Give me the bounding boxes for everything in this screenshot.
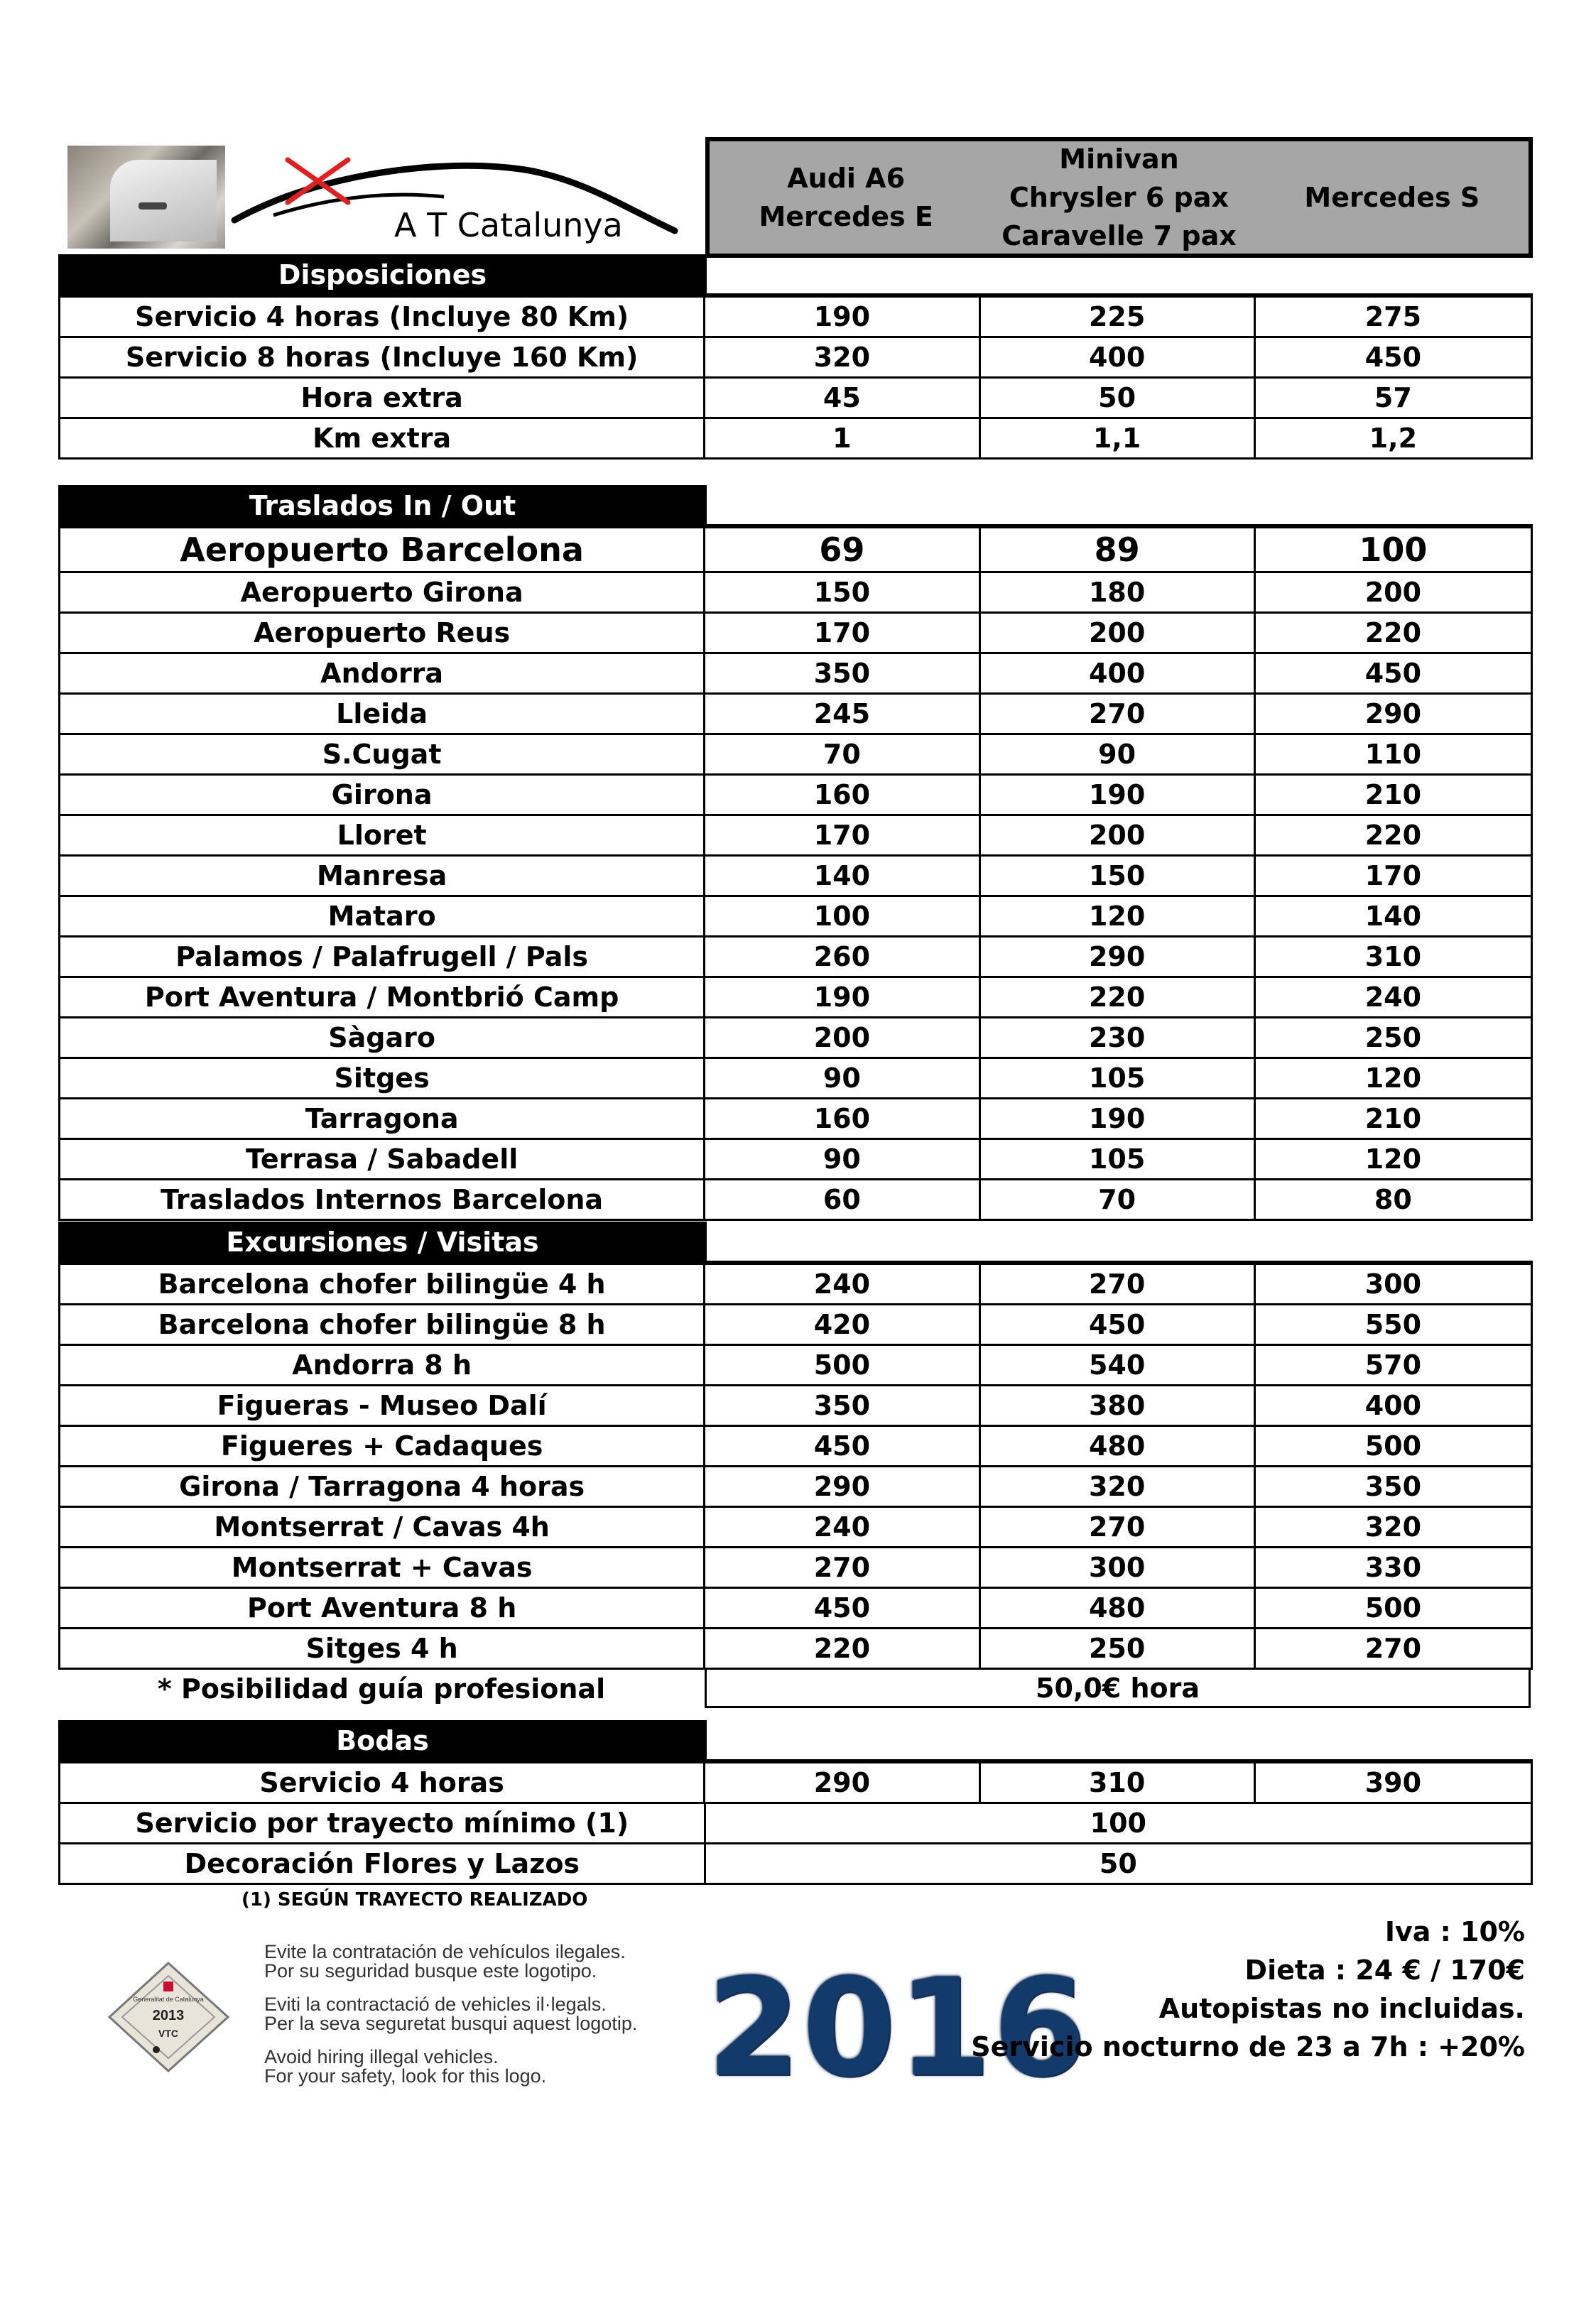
- row-price: 320: [1364, 1511, 1422, 1543]
- span-row: [58, 1804, 1533, 1844]
- row-price: 400: [981, 338, 1256, 376]
- row-label: Sitges 4 h: [60, 1629, 705, 1668]
- table-row: [58, 1059, 1533, 1099]
- row-label: Andorra: [60, 654, 705, 692]
- row-price: 120: [1364, 1062, 1422, 1094]
- row-price: 190: [981, 776, 1256, 814]
- note-iva: Iva : 10%: [1384, 1916, 1525, 1947]
- row-price: 1,1: [981, 419, 1256, 457]
- table-row: [58, 419, 1533, 460]
- row-label: Montserrat + Cavas: [60, 1548, 705, 1587]
- table-row: [58, 654, 1533, 695]
- table-row: [58, 937, 1533, 978]
- row-price: 200: [981, 614, 1256, 652]
- row-price: 420: [705, 1305, 980, 1344]
- column-mercedes-s: Mercedes S: [1304, 182, 1480, 213]
- row-label: Palamos / Palafrugell / Pals: [60, 937, 705, 976]
- row-price: 290: [705, 1467, 980, 1506]
- row-price: 80: [1374, 1184, 1412, 1215]
- row-label: Aeropuerto Reus: [60, 614, 705, 652]
- row-price: 45: [705, 379, 980, 417]
- year-label: 2016: [707, 1950, 1088, 2107]
- row-price: 190: [705, 298, 980, 336]
- row-price: 200: [705, 1018, 980, 1057]
- row-price: 480: [981, 1427, 1256, 1465]
- section-header: [58, 485, 1533, 526]
- row-price: 400: [981, 654, 1256, 692]
- section-title: Excursiones / Visitas: [58, 1222, 707, 1263]
- row-price: 1,2: [1369, 423, 1418, 454]
- footnote: (1) SEGÚN TRAYECTO REALIZADO: [241, 1889, 588, 1910]
- row-price: 450: [1364, 342, 1422, 373]
- row-price: 350: [705, 1386, 980, 1425]
- row-label: S.Cugat: [60, 735, 705, 773]
- row-price: 1: [705, 419, 980, 457]
- row-price: 350: [1364, 1471, 1422, 1502]
- row-label: Barcelona chofer bilingüe 8 h: [60, 1305, 705, 1344]
- table-row: [58, 1099, 1533, 1140]
- row-label: Decoración Flores y Lazos: [60, 1844, 706, 1883]
- row-price: 300: [1364, 1268, 1422, 1300]
- row-price: 400: [1364, 1390, 1422, 1421]
- section-traslados: [58, 485, 1533, 1221]
- row-price: 570: [1364, 1349, 1422, 1381]
- price-rows: [58, 1761, 1533, 1804]
- table-row: [58, 573, 1533, 614]
- row-price: 250: [1364, 1022, 1422, 1053]
- row-price: 270: [981, 1265, 1256, 1303]
- row-price: 70: [981, 1180, 1256, 1219]
- table-row: [58, 816, 1533, 857]
- row-price: 105: [981, 1059, 1256, 1097]
- table-row: [58, 338, 1533, 379]
- row-price: 220: [1364, 820, 1422, 851]
- row-label: Sàgaro: [60, 1018, 705, 1057]
- table-row: [58, 776, 1533, 816]
- row-price: 320: [981, 1467, 1256, 1506]
- row-label: Figueras - Museo Dalí: [60, 1386, 705, 1425]
- row-price: 150: [981, 857, 1256, 895]
- row-price: 89: [981, 528, 1256, 571]
- car-door-photo: [67, 146, 225, 249]
- vehicle-column-header: [705, 137, 1533, 258]
- table-row: [58, 978, 1533, 1018]
- row-label: Aeropuerto Girona: [60, 573, 705, 611]
- table-row: [58, 1263, 1533, 1305]
- section-header: [58, 1720, 1533, 1761]
- row-price: 220: [705, 1629, 980, 1668]
- row-price: 140: [705, 857, 980, 895]
- row-price: 540: [981, 1346, 1256, 1384]
- row-price: 60: [705, 1180, 980, 1219]
- row-price: 170: [705, 816, 980, 854]
- row-label: Port Aventura / Montbrió Camp: [60, 978, 705, 1016]
- section-title: Disposiciones: [58, 254, 707, 295]
- row-price: 110: [1364, 739, 1422, 770]
- price-rows: [58, 295, 1533, 460]
- brand-logo: [231, 153, 678, 252]
- row-price: 160: [705, 1099, 980, 1138]
- row-price: 170: [705, 614, 980, 652]
- row-label: Port Aventura 8 h: [60, 1589, 705, 1627]
- row-price: 100: [1359, 531, 1428, 569]
- section-excursiones: [58, 1222, 1533, 1708]
- row-price: 330: [1364, 1552, 1422, 1583]
- row-price: 100: [705, 897, 980, 935]
- row-price: 500: [705, 1346, 980, 1384]
- table-row: [58, 1761, 1533, 1804]
- badge-code: VTC: [158, 2028, 178, 2039]
- badge-top: Generalitat de Catalunya: [133, 1996, 204, 2003]
- table-row: [58, 614, 1533, 654]
- note-dieta: Dieta : 24 € / 170€: [1244, 1955, 1525, 1986]
- row-price: 190: [981, 1099, 1256, 1138]
- row-price: 270: [981, 695, 1256, 733]
- brand-name: A T Catalunya: [394, 206, 623, 244]
- row-price: 220: [1364, 617, 1422, 648]
- row-price: 120: [981, 897, 1256, 935]
- badge-year: 2013: [152, 2008, 185, 2023]
- table-row: [58, 1386, 1533, 1427]
- row-label: Barcelona chofer bilingüe 4 h: [60, 1265, 705, 1303]
- section-title: Traslados In / Out: [58, 485, 707, 526]
- row-price: 500: [1364, 1592, 1422, 1624]
- table-row: [58, 857, 1533, 897]
- row-price: 70: [705, 735, 980, 773]
- row-label: Servicio por trayecto mínimo (1): [60, 1804, 706, 1842]
- row-price: 450: [705, 1427, 980, 1465]
- row-price: 100: [1090, 1808, 1146, 1839]
- table-row: [58, 1140, 1533, 1180]
- table-row: [58, 379, 1533, 419]
- row-price: 230: [981, 1018, 1256, 1057]
- row-label: Servicio 4 horas (Incluye 80 Km): [60, 298, 705, 336]
- guide-label: * Posibilidad guía profesional: [157, 1673, 606, 1705]
- note-autopistas: Autopistas no incluidas.: [1158, 1993, 1525, 2024]
- row-price: 290: [705, 1763, 980, 1802]
- row-price: 350: [705, 654, 980, 692]
- table-row: [58, 526, 1533, 573]
- row-price: 300: [981, 1548, 1256, 1587]
- section-header: [58, 1222, 1533, 1263]
- row-price: 180: [981, 573, 1256, 611]
- row-price: 500: [1364, 1430, 1422, 1462]
- row-price: 69: [705, 528, 980, 571]
- row-price: 210: [1364, 1103, 1422, 1134]
- row-label: Terrasa / Sabadell: [60, 1140, 705, 1178]
- row-price: 250: [981, 1629, 1256, 1668]
- row-price: 170: [1364, 860, 1422, 891]
- row-price: 310: [981, 1763, 1256, 1802]
- row-label: Traslados Internos Barcelona: [60, 1180, 705, 1219]
- row-label: Lleida: [60, 695, 705, 733]
- row-price: 50: [1099, 1848, 1137, 1879]
- table-row: [58, 1589, 1533, 1629]
- row-price: 200: [981, 816, 1256, 854]
- price-rows: [58, 526, 1533, 1221]
- vtc-warning-text: Evite la contratación de vehículos ilegales. Por su seguridad busque este logotipo. Eviti la contractació de vehicles il·legals. Per la seva seguretat busqui aquest logotip. Avoid hiring illegal vehicles. For your safety, look for this logo.: [264, 1941, 638, 2087]
- row-price: 160: [705, 776, 980, 814]
- row-label: Girona / Tarragona 4 horas: [60, 1467, 705, 1506]
- row-label: Figueres + Cadaques: [60, 1427, 705, 1465]
- row-label: Lloret: [60, 816, 705, 854]
- row-label: Sitges: [60, 1059, 705, 1097]
- row-label: Hora extra: [60, 379, 705, 417]
- section-bodas: [58, 1720, 1533, 1885]
- pricing-notes: [971, 1913, 1525, 2066]
- row-price: 290: [981, 937, 1256, 976]
- row-price: 225: [981, 298, 1256, 336]
- row-price: 380: [981, 1386, 1256, 1425]
- row-label: Tarragona: [60, 1099, 705, 1138]
- row-price: 57: [1374, 382, 1412, 413]
- row-label: Manresa: [60, 857, 705, 895]
- row-price: 450: [705, 1589, 980, 1627]
- row-price: 140: [1364, 901, 1422, 932]
- row-price: 550: [1364, 1309, 1422, 1340]
- row-price: 105: [981, 1140, 1256, 1178]
- row-price: 275: [1364, 301, 1422, 332]
- row-price: 90: [705, 1059, 980, 1097]
- row-price: 90: [705, 1140, 980, 1178]
- row-price: 240: [705, 1508, 980, 1546]
- row-price: 245: [705, 695, 980, 733]
- table-row: [58, 295, 1533, 338]
- car-door-shape: [110, 160, 217, 241]
- span-row: [58, 1844, 1533, 1885]
- row-price: 240: [1364, 982, 1422, 1013]
- table-row: [58, 1467, 1533, 1508]
- guide-price: 50,0€ hora: [705, 1670, 1531, 1708]
- row-price: 450: [981, 1305, 1256, 1344]
- row-price: 450: [1364, 658, 1422, 689]
- table-row: [58, 735, 1533, 776]
- row-price: 260: [705, 937, 980, 976]
- note-nocturno: Servicio nocturno de 23 a 7h : +20%: [971, 2031, 1525, 2062]
- table-row: [58, 1180, 1533, 1221]
- row-label: Montserrat / Cavas 4h: [60, 1508, 705, 1546]
- row-price: 50: [981, 379, 1256, 417]
- row-price: 190: [705, 978, 980, 1016]
- section-disposiciones: [58, 254, 1533, 460]
- table-row: [58, 1346, 1533, 1386]
- door-handle-shape: [139, 202, 167, 210]
- table-row: [58, 695, 1533, 735]
- row-price: 480: [981, 1589, 1256, 1627]
- row-label: Km extra: [60, 419, 705, 457]
- section-title: Bodas: [58, 1720, 707, 1761]
- row-price: 200: [1364, 577, 1422, 608]
- row-price: 210: [1364, 779, 1422, 810]
- row-label: Aeropuerto Barcelona: [60, 528, 705, 571]
- row-label: Servicio 4 horas: [60, 1763, 705, 1802]
- row-price: 320: [705, 338, 980, 376]
- table-row: [58, 1427, 1533, 1467]
- row-price: 390: [1364, 1767, 1422, 1798]
- table-row: [58, 1508, 1533, 1548]
- row-price: 270: [981, 1508, 1256, 1546]
- row-price: 240: [705, 1265, 980, 1303]
- row-price: 310: [1364, 941, 1422, 972]
- table-row: [58, 1548, 1533, 1589]
- section-header: [58, 254, 1533, 295]
- column-audi-mercedes: Audi A6 Mercedes E: [759, 163, 933, 232]
- table-row: [58, 1305, 1533, 1346]
- row-price: 290: [1364, 698, 1422, 729]
- vtc-badge-icon: [107, 1960, 231, 2074]
- row-price: 220: [981, 978, 1256, 1016]
- table-row: [58, 1018, 1533, 1059]
- price-rows: [58, 1263, 1533, 1670]
- row-label: Andorra 8 h: [60, 1346, 705, 1384]
- table-row: [58, 1629, 1533, 1670]
- row-price: 90: [981, 735, 1256, 773]
- column-minivan: Minivan Chrysler 6 pax Caravelle 7 pax: [1001, 143, 1237, 251]
- table-row: [58, 897, 1533, 937]
- row-price: 270: [1364, 1633, 1422, 1664]
- row-label: Girona: [60, 776, 705, 814]
- row-price: 120: [1364, 1143, 1422, 1175]
- guide-row: [58, 1670, 1533, 1708]
- row-price: 150: [705, 573, 980, 611]
- row-price: 270: [705, 1548, 980, 1587]
- row-label: Mataro: [60, 897, 705, 935]
- row-label: Servicio 8 horas (Incluye 160 Km): [60, 338, 705, 376]
